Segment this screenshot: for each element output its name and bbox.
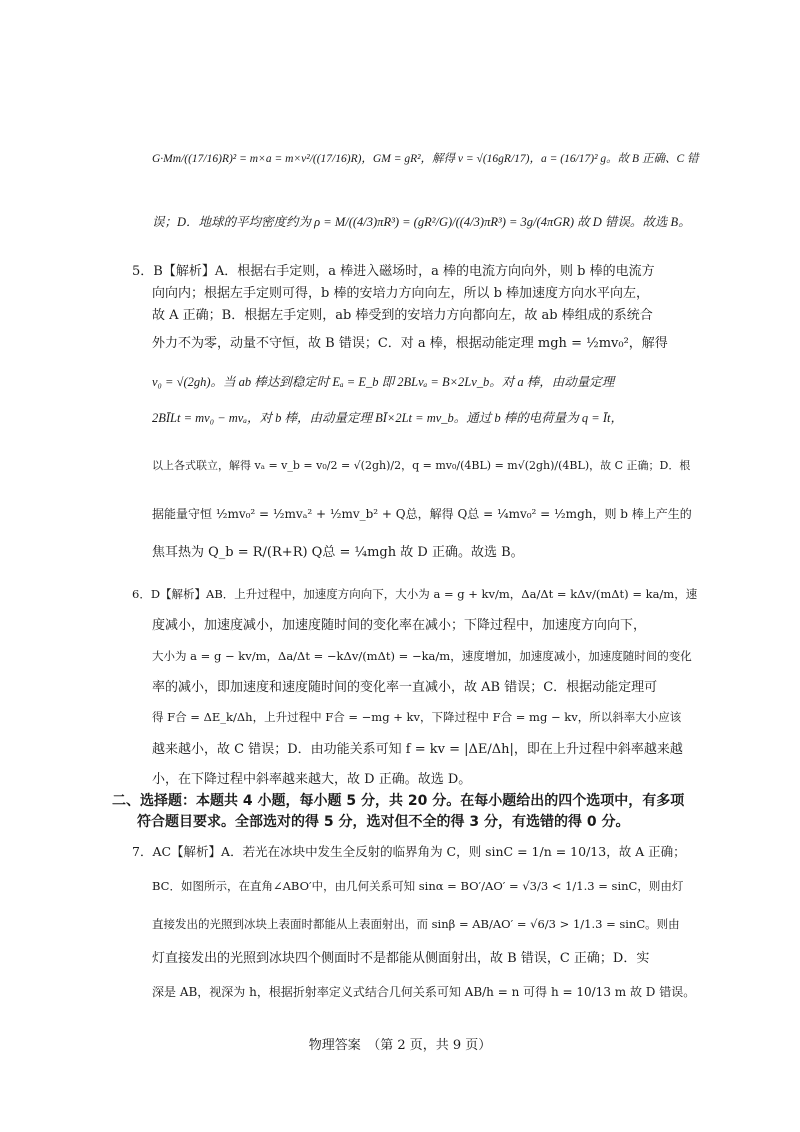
text-line-18: 小，在下降过程中斜率越来越大，故 D 正确。故选 D。 [152, 772, 472, 787]
text-line-24: 灯直接发出的光照到冰块四个侧面时不是都能从侧面射出，故 B 错误，C 正确；D．实 [152, 951, 650, 966]
text-line-13: 度减小，加速度减小，加速度随时间的变化率在减小；下降过程中，加速度方向向下， [152, 618, 647, 633]
text-line-7: v₀ = √(2gh)。当 ab 棒达到稳定时 Eₐ = E_b 即 2BLvₐ = B×2Lv_b。对 a 棒，由动量定理 [152, 375, 615, 389]
text-line-8: 2BĪLt = mv₀ − mvₐ，对 b 棒，由动量定理 BĪ×2Lt = mv_b。通过 b 棒的电荷量为 q = Īt， [152, 411, 623, 425]
text-line-11: 焦耳热为 Q_b = R/(R+R) Q总 = ¼mgh 故 D 正确。故选 B。 [152, 545, 524, 560]
q5-heading-line: 5．B【解析】A．根据右手定则，a 棒进入磁场时，a 棒的电流方向向外，则 b 棒的电流方 [132, 264, 655, 279]
q7-heading-line: 7．AC【解析】A．若光在冰块中发生全反射的临界角为 C，则 sinC = 1/n = 10/13，故 A 正确； [132, 844, 686, 859]
text-line-15: 率的减小，即加速度和速度随时间的变化率一直减小，故 AB 错误；C．根据动能定理可 [152, 680, 658, 695]
text-line-17: 越来越小，故 C 错误；D．由功能关系可知 f = kv = |ΔE/Δh|，即在上升过程中斜率越来越 [152, 742, 683, 757]
q6-heading-line: 6．D【解析】AB．上升过程中，加速度方向向下，大小为 a = g + kv/m，Δa/Δt = kΔv/(mΔt) = ka/m，速 [132, 587, 698, 601]
section-heading-cont: 符合题目要求。全部选对的得 5 分，选对但不全的得 3 分，有选错的得 0 分。 [137, 814, 630, 830]
text-line-5: 故 A 正确；B．根据左手定则，ab 棒受到的安培力方向都向左，故 ab 棒组成的系统合 [152, 308, 653, 323]
text-line-25: 深是 AB，视深为 h，根据折射率定义式结合几何关系可知 AB/h = n 可得 h = 10/13 m 故 D 错误。 [152, 985, 696, 999]
text-line-6: 外力不为零，动量不守恒，故 B 错误；C．对 a 棒，根据动能定理 mgh = ½mv₀²，解得 [152, 336, 668, 351]
text-line-22: BC．如图所示，在直角∠ABO′中，由几何关系可知 sinα = BO′/AO′ = √3/3 < 1/1.3 = sinC，则由灯 [152, 879, 684, 893]
text-line-2: 误；D．地球的平均密度约为 ρ = M/((4/3)πR³) = (gR²/G)/((4/3)πR³) = 3g/(4πGR) 故 D 错误。故选 B。 [152, 215, 691, 229]
text-line-9: 以上各式联立，解得 vₐ = v_b = v₀/2 = √(2gh)/2，q = mv₀/(4BL) = m√(2gh)/(4BL)，故 C 正确；D．根 [152, 459, 691, 472]
text-line-1: G·Mm/((17/16)R)² = m×a = m×v²/((17/16)R)，GM = gR²，解得 v = √(16gR/17)，a = (16/17)² g。故 B 正确、C 错 [152, 153, 699, 165]
text-line-23: 直接发出的光照到冰块上表面时都能从上表面射出，而 sinβ = AB/AO′ = √6/3 > 1/1.3 = sinC。则由 [152, 917, 680, 931]
text-line-14: 大小为 a = g − kv/m，Δa/Δt = −kΔv/(mΔt) = −ka/m，速度增加，加速度减小，加速度随时间的变化 [152, 649, 692, 663]
page-footer: 物理答案 （第 2 页，共 9 页） [308, 1038, 492, 1053]
text-line-10: 据能量守恒 ½mv₀² = ½mvₐ² + ½mv_b² + Q总，解得 Q总 = ¼mv₀² = ½mgh，则 b 棒上产生的 [152, 507, 692, 521]
text-line-4: 向向内；根据左手定则可得，b 棒的安培力方向向左，所以 b 棒加速度方向水平向左， [152, 286, 650, 301]
text-line-16: 得 F合 = ΔE_k/Δh，上升过程中 F合 = −mg + kv，下降过程中 F合 = mg − kv，所以斜率大小应该 [152, 710, 682, 724]
section-heading: 二、选择题：本题共 4 小题，每小题 5 分，共 20 分。在每小题给出的四个选项中，有多项 [112, 793, 685, 809]
